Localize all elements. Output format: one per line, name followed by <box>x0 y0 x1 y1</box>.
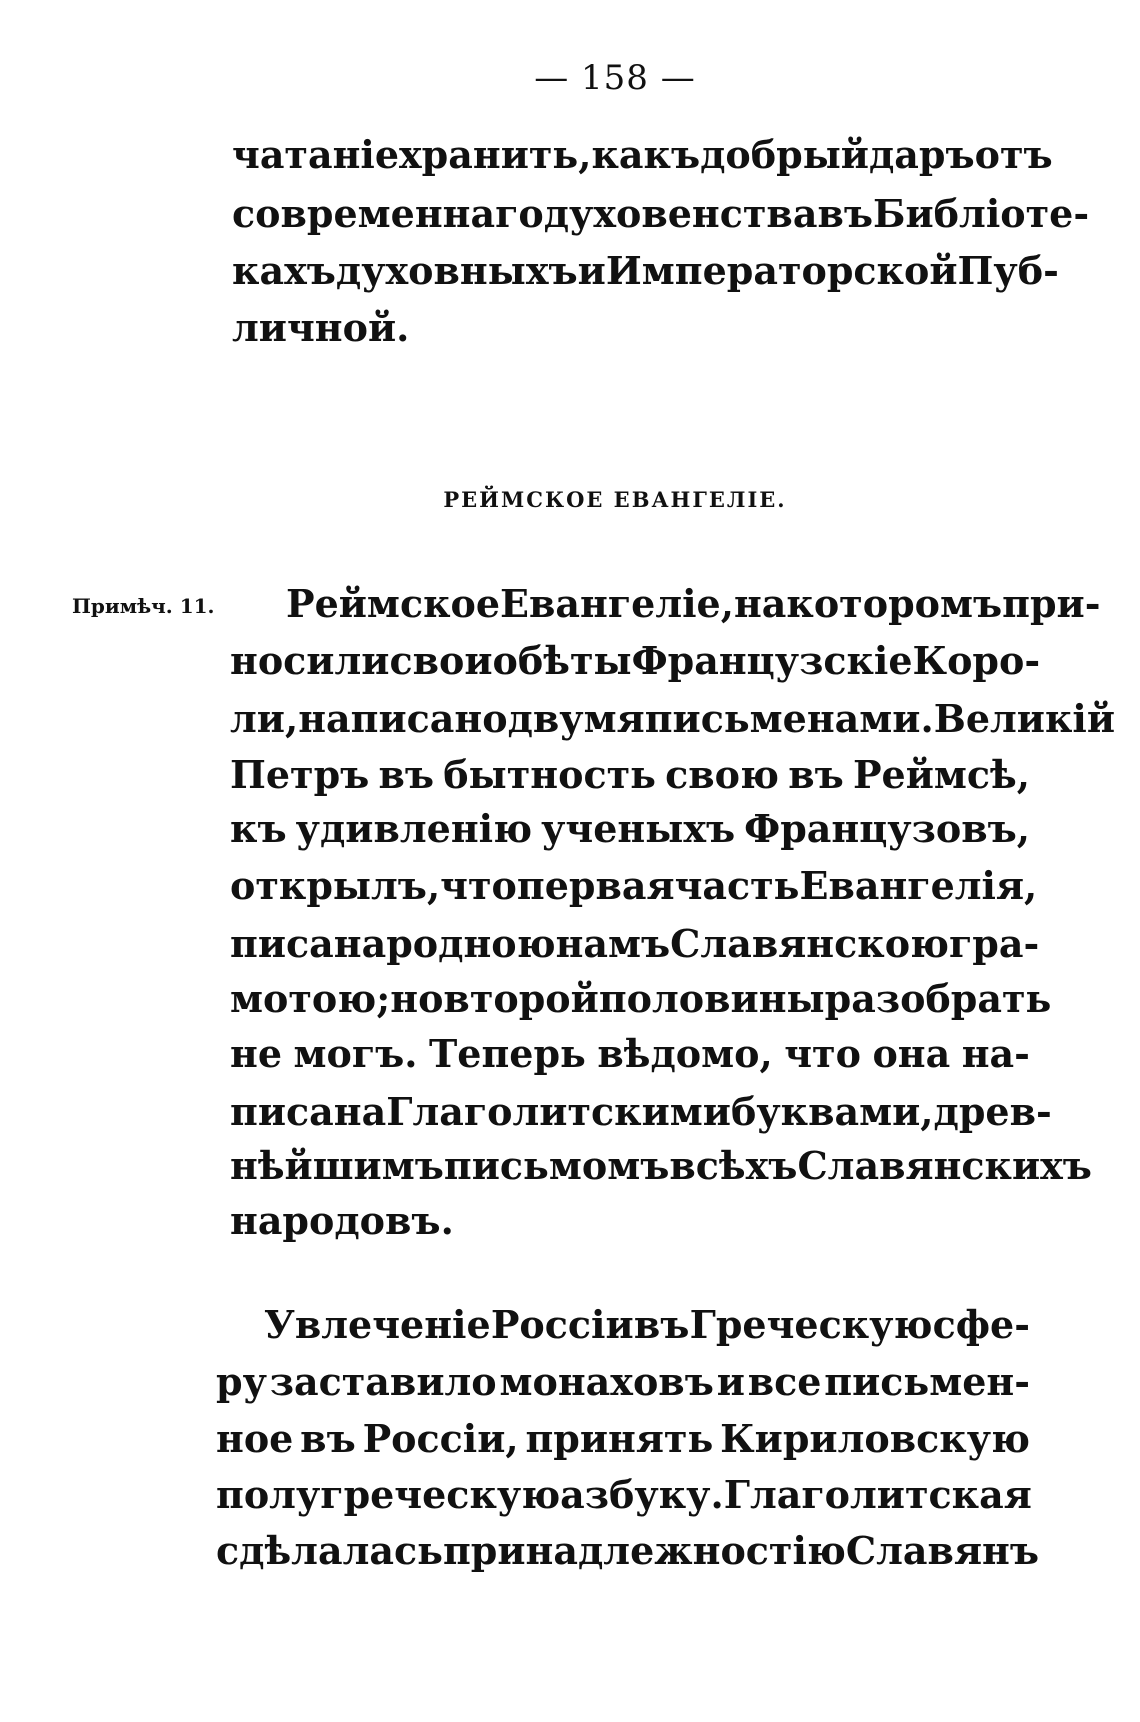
word: свою <box>665 752 779 797</box>
word: принадлежностію <box>442 1528 846 1573</box>
word: Кириловскую <box>720 1416 1030 1461</box>
word: сфе- <box>932 1302 1030 1347</box>
word: въ <box>817 191 874 236</box>
word: Увлеченіе <box>264 1302 491 1347</box>
word: письменами. <box>644 696 934 741</box>
word: народовъ. <box>230 1198 454 1243</box>
word: добрый <box>700 132 869 177</box>
word: ученыхъ <box>541 806 736 851</box>
word: даръ <box>868 132 975 177</box>
margin-note: Примѣч. 11. <box>72 594 215 618</box>
text-line <box>230 921 1040 966</box>
section-heading: РЕЙМСКОЕ ЕВАНГЕЛІЕ. <box>443 487 787 512</box>
text-line <box>216 1359 1030 1404</box>
word: что <box>440 863 517 908</box>
text-line <box>286 581 1101 626</box>
word: нѣйшимъ <box>230 1143 444 1188</box>
word: къ <box>230 806 287 851</box>
word: въ <box>300 1416 356 1461</box>
word: заставило <box>269 1359 497 1404</box>
word: современнаго <box>232 191 544 236</box>
text-line <box>216 1472 1032 1517</box>
word: ру <box>216 1359 267 1404</box>
word: намъ <box>555 921 671 966</box>
word: въ <box>633 1302 690 1347</box>
word: двумя <box>507 696 645 741</box>
word: удивленію <box>295 806 533 851</box>
text-line <box>230 696 1116 741</box>
word: духовенства <box>543 191 818 236</box>
word: Петръ <box>230 752 370 797</box>
word: монаховъ <box>499 1359 714 1404</box>
word: Россіи <box>490 1302 634 1347</box>
word: могъ. <box>293 1031 418 1076</box>
word: духовныхъ <box>335 248 578 293</box>
text-line <box>230 1031 1030 1076</box>
word: писана <box>230 1089 387 1134</box>
word: кахъ <box>232 248 336 293</box>
word: открылъ, <box>230 863 441 908</box>
word: второй <box>443 976 599 1021</box>
word: Глаголитская <box>723 1472 1032 1517</box>
word: Глаголитскими <box>386 1089 731 1134</box>
word: Библіоте- <box>873 191 1090 236</box>
word: буквами, <box>730 1089 934 1134</box>
word: РеймскоеЕвангеліе, <box>286 581 734 626</box>
text-line <box>230 863 1038 908</box>
word: накоторомъ <box>733 581 1003 626</box>
text-line <box>216 1416 1030 1461</box>
word: чатаніе <box>232 132 400 177</box>
word: на- <box>961 1031 1030 1076</box>
word: принять <box>525 1416 714 1461</box>
word: Греческую <box>689 1302 933 1347</box>
text-line <box>230 806 1030 851</box>
word: обѣты <box>492 638 632 683</box>
page-number: — 158 — <box>534 58 696 98</box>
word: Теперь <box>429 1031 586 1076</box>
word: мотою; <box>230 976 391 1021</box>
word: Пуб- <box>957 248 1059 293</box>
word: Славянскихъ <box>797 1143 1092 1188</box>
word: Славянъ <box>845 1528 1039 1573</box>
word: и <box>577 248 606 293</box>
word: хранить, <box>399 132 592 177</box>
text-line <box>230 752 1030 797</box>
word: Императорской <box>605 248 958 293</box>
word: написано <box>298 696 508 741</box>
word: письмен- <box>824 1359 1030 1404</box>
word: Коро- <box>912 638 1041 683</box>
word: Славянскою <box>670 921 950 966</box>
text-line <box>230 638 1041 683</box>
word: всѣхъ <box>669 1143 798 1188</box>
text-line <box>232 248 1059 293</box>
word: вѣдомо, <box>597 1031 773 1076</box>
word: бытность <box>443 752 656 797</box>
word: въ <box>378 752 435 797</box>
word: гра- <box>949 921 1040 966</box>
word: ли, <box>230 696 299 741</box>
word: личной. <box>232 305 410 350</box>
word: но <box>390 976 444 1021</box>
text-line <box>230 1089 1052 1134</box>
text-line <box>230 976 1052 1021</box>
word: Великій <box>933 696 1116 741</box>
text-line <box>216 1528 1039 1573</box>
text-line <box>232 305 410 350</box>
word: часть <box>674 863 800 908</box>
word: писана <box>230 921 387 966</box>
text-line <box>232 191 1090 236</box>
word: половины <box>598 976 825 1021</box>
word: и <box>716 1359 745 1404</box>
word: что <box>784 1031 861 1076</box>
word: первая <box>516 863 675 908</box>
text-line <box>230 1198 454 1243</box>
word: не <box>230 1031 282 1076</box>
word: ное <box>216 1416 294 1461</box>
text-line <box>264 1302 1030 1347</box>
word: все <box>747 1359 822 1404</box>
word: Евангелія, <box>799 863 1038 908</box>
word: древ- <box>933 1089 1052 1134</box>
word: разобрать <box>824 976 1052 1021</box>
word: сдѣлалась <box>216 1528 443 1573</box>
word: письмомъ <box>443 1143 670 1188</box>
word: Реймсѣ, <box>852 752 1030 797</box>
word: какъ <box>591 132 701 177</box>
word: въ <box>788 752 844 797</box>
word: Французовъ, <box>744 806 1030 851</box>
word: Французскіе <box>631 638 913 683</box>
word: полугреческую <box>216 1472 561 1517</box>
word: носили <box>230 638 390 683</box>
word: при- <box>1002 581 1101 626</box>
text-line <box>232 132 1053 177</box>
word: она <box>872 1031 951 1076</box>
word: отъ <box>974 132 1053 177</box>
word: азбуку. <box>560 1472 724 1517</box>
word: свои <box>389 638 493 683</box>
word: родною <box>386 921 556 966</box>
text-line <box>230 1143 1092 1188</box>
word: Россіи, <box>362 1416 519 1461</box>
